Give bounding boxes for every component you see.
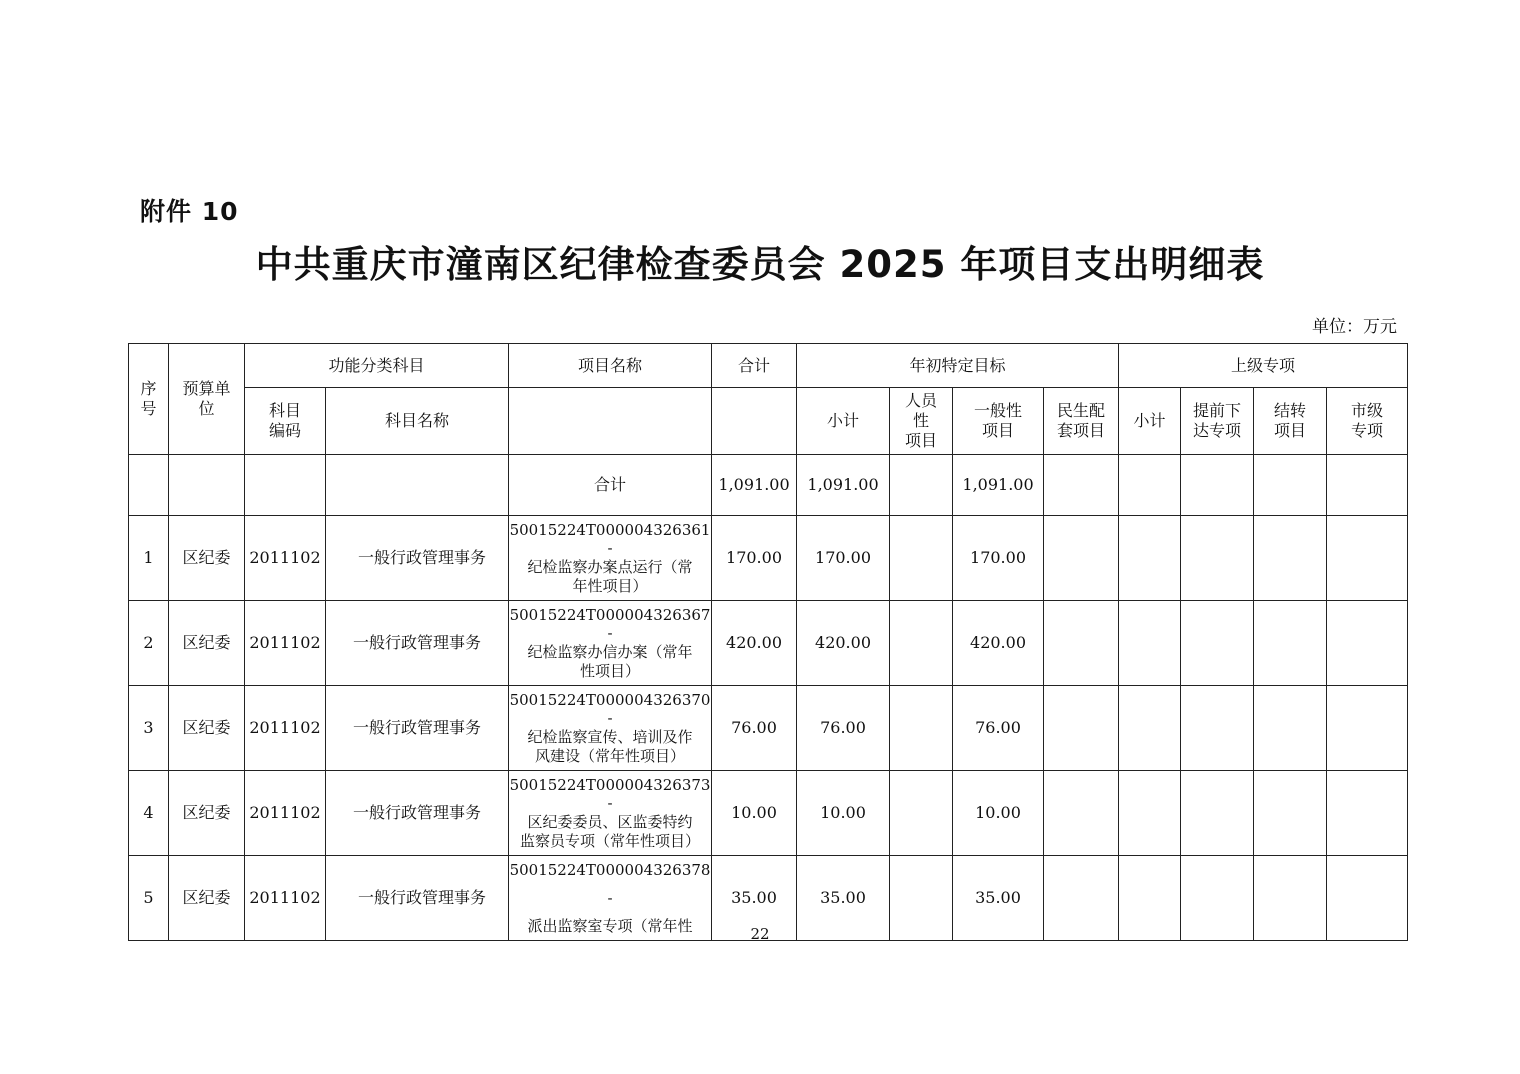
row-unit: 区纪委 [169, 771, 245, 856]
row-unit: 区纪委 [169, 856, 245, 941]
header-subject-name: 科目名称 [326, 388, 509, 455]
total-label: 合计 [509, 455, 712, 516]
row-total: 35.00 [712, 856, 797, 941]
table-row [129, 771, 1408, 856]
row-project: 50015224T000004326378- 派出监察室专项（常年性 [509, 856, 712, 941]
total-amount: 1,091.00 [712, 455, 797, 516]
row-seq: 4 [129, 771, 169, 856]
row-subtotal: 35.00 [797, 856, 890, 941]
total-subtotal: 1,091.00 [797, 455, 890, 516]
header-project-name-blank [509, 388, 712, 455]
header-carryover: 结转 项目 [1254, 388, 1327, 455]
row-code: 2011102 [245, 856, 326, 941]
row-project: 50015224T000004326361- 纪检监察办案点运行（常 年性项目） [509, 516, 712, 601]
row-code: 2011102 [245, 686, 326, 771]
table-row [129, 601, 1408, 686]
row-code: 2011102 [245, 771, 326, 856]
header-total-blank [712, 388, 797, 455]
header-special-target: 年初特定目标 [797, 344, 1119, 388]
attachment-label: 附件 10 [140, 197, 239, 226]
row-seq: 5 [129, 856, 169, 941]
header-livelihood: 民生配 套项目 [1044, 388, 1119, 455]
unit-label: 单位：万元 [1312, 317, 1397, 337]
row-general: 76.00 [953, 686, 1044, 771]
row-unit: 区纪委 [169, 601, 245, 686]
table-row [129, 516, 1408, 601]
row-general: 420.00 [953, 601, 1044, 686]
row-subtotal: 420.00 [797, 601, 890, 686]
row-total: 10.00 [712, 771, 797, 856]
row-project: 50015224T000004326370- 纪检监察宣传、培训及作 风建设（常年性项目） [509, 686, 712, 771]
row-subject: 一般行政管理事务 [326, 856, 509, 941]
project-expenditure-table [128, 343, 1408, 941]
row-general: 35.00 [953, 856, 1044, 941]
row-project: 50015224T000004326367- 纪检监察办信办案（常年 性项目） [509, 601, 712, 686]
row-subject: 一般行政管理事务 [326, 771, 509, 856]
row-code: 2011102 [245, 516, 326, 601]
row-total: 170.00 [712, 516, 797, 601]
header-advance: 提前下 达专项 [1181, 388, 1254, 455]
header-subject-code: 科目 编码 [245, 388, 326, 455]
header-general: 一般性 项目 [953, 388, 1044, 455]
row-seq: 2 [129, 601, 169, 686]
total-row [129, 455, 1408, 516]
header-superior-subtotal: 小计 [1119, 388, 1181, 455]
row-general: 170.00 [953, 516, 1044, 601]
header-function-class: 功能分类科目 [245, 344, 509, 388]
row-code: 2011102 [245, 601, 326, 686]
row-subtotal: 170.00 [797, 516, 890, 601]
header-superior-special: 上级专项 [1119, 344, 1408, 388]
row-subject: 一般行政管理事务 [326, 686, 509, 771]
row-general: 10.00 [953, 771, 1044, 856]
table-row [129, 686, 1408, 771]
header-seq: 序 号 [129, 344, 169, 455]
page-number: 22 [750, 925, 770, 943]
header-budget-unit: 预算单 位 [169, 344, 245, 455]
row-subject: 一般行政管理事务 [326, 601, 509, 686]
header-personnel: 人员 性 项目 [890, 388, 953, 455]
page-title: 中共重庆市潼南区纪律检查委员会 2025 年项目支出明细表 [255, 243, 1265, 286]
row-total: 420.00 [712, 601, 797, 686]
row-subtotal: 76.00 [797, 686, 890, 771]
total-general: 1,091.00 [953, 455, 1044, 516]
header-city: 市级 专项 [1327, 388, 1408, 455]
row-seq: 1 [129, 516, 169, 601]
row-subtotal: 10.00 [797, 771, 890, 856]
row-total: 76.00 [712, 686, 797, 771]
row-unit: 区纪委 [169, 516, 245, 601]
header-subtotal: 小计 [797, 388, 890, 455]
row-subject: 一般行政管理事务 [326, 516, 509, 601]
row-seq: 3 [129, 686, 169, 771]
header-total: 合计 [712, 344, 797, 388]
row-unit: 区纪委 [169, 686, 245, 771]
row-project: 50015224T000004326373- 区纪委委员、区监委特约 监察员专项（常年性项目） [509, 771, 712, 856]
header-project-name: 项目名称 [509, 344, 712, 388]
